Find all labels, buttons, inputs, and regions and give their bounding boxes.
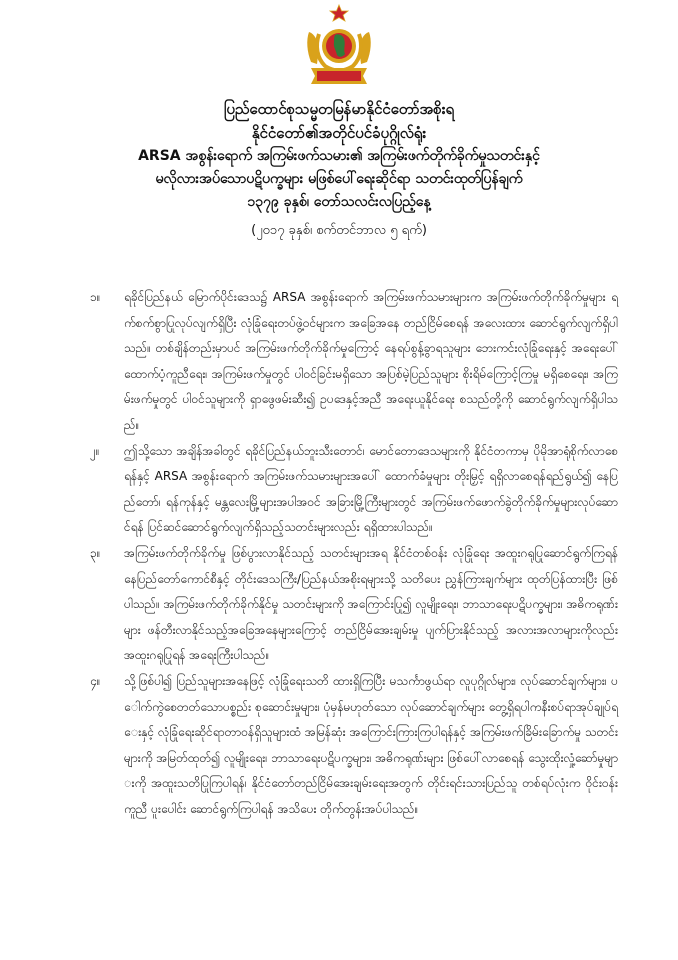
state-seal-emblem (303, 4, 375, 90)
paragraph-number: ၄။ (90, 673, 101, 688)
paragraph-number: ၁။ (90, 290, 101, 304)
paragraph-text: အကြမ်းဖက်တိုက်ခိုက်မှု ဖြစ်ပွားလာနိုင်သည့် သတင်းများအရ နိုင်ငံတစ်ဝန်း လုံခြုံရေး အထူးဂရုပြုဆောင်ရွက်ကြရန် နေပြည်တော်ကောင်စီနှင့် တိုင်းဒေသကြီး/ပြည်နယ်အစိုးရများသို့ သတိပေး ညွှန်ကြားချက်များ ထုတ်ပြန်ထားပြီး ဖြစ်ပါသည်။ အကြမ်းဖက်တိုက်ခိုက်နိုင်မှု သတင်းများကို အကြောင်းပြု၍ လူမျိုးရေး၊ ဘာသာရေးပဋိပက္ခများ၊ အဓိကရုဏ်းများ ဖန်တီးလာနိုင်သည့်အခြေအနေများကြောင့် တည်ငြိမ်အေးချမ်းမှု ပျက်ပြားနိုင်သည့် အလားအလာများကိုလည်း အထူးဂရုပြုရန် အရေးကြီးပါသည်။ (124, 545, 618, 663)
subject-line-1: ARSA အစွန်းရောက် အကြမ်းဖက်သမား၏ အကြမ်းဖက်တိုက်ခိုက်မှုသတင်းနှင့် (138, 148, 540, 164)
statement-body (90, 285, 618, 822)
paragraph-3 (90, 541, 618, 669)
paragraph-number: ၃။ (90, 545, 101, 560)
document-header (0, 97, 678, 242)
state-seal-icon (303, 4, 375, 90)
subject-line-2: မလိုလားအပ်သောပဋိပက္ခများ မဖြစ်ပေါ်ရေးဆိုင်ရာ သတင်းထုတ်ပြန်ချက် (155, 171, 523, 187)
office-title: နိုင်ငံတော်၏အတိုင်ပင်ခံပုဂ္ဂိုလ်ရုံး (251, 124, 427, 142)
government-title: ပြည်ထောင်စုသမ္မတမြန်မာနိုင်ငံတော်အစိုးရ (223, 100, 455, 118)
date-gregorian: (၂၀၁၇ ခုနှစ်၊ စက်တင်ဘာလ ၅ ရက်) (251, 223, 427, 238)
paragraph-1 (90, 285, 618, 439)
paragraph-4 (90, 669, 618, 823)
date-myanmar: ၁၃၇၉ ခုနှစ်၊ တော်သလင်းလပြည့်နေ့ (247, 194, 431, 210)
paragraph-text: သို့ဖြစ်ပါ၍ ပြည်သူများအနေဖြင့် လုံခြုံရေးသတိ ထားရှိကြပြီး မသင်္ကာဖွယ်ရာ လူပုဂ္ဂိုလ်များ၊ လုပ်ဆောင်ချက်များ၊ ပေါက်ကွဲစေတတ်သောပစ္စည်း စုဆောင်းမှုများ၊ ပုံမှန်မဟုတ်သော လုပ်ဆောင်ချက်များ တွေ့ရှိရပါကနီးစပ်ရာအုပ်ချုပ်ရေးနှင့် လုံခြုံရေးဆိုင်ရာတာဝန်ရှိသူများထံ အမြန်ဆုံး အကြောင်းကြားကြပါရန်နှင့် အကြမ်းဖက်ခြိမ်းခြောက်မှု သတင်းများကို အမြတ်ထုတ်၍ လူမျိုးရေး၊ ဘာသာရေးပဋိပက္ခများ၊ အဓိကရုဏ်းများ ဖြစ်ပေါ်လာစေရန် သွေးထိုးလှုံ့ဆော်မှုများကို အထူးသတိပြုကြပါရန်၊ နိုင်ငံတော်တည်ငြိမ်အေးချမ်းရေးအတွက် တိုင်းရင်းသားပြည်သူ တစ်ရပ်လုံးက ဝိုင်းဝန်းကူညီ ပူးပေါင်း ဆောင်ရွက်ကြပါရန် အသိပေး တိုက်တွန်းအပ်ပါသည်။ (124, 673, 618, 816)
paragraph-2 (90, 439, 618, 541)
paragraph-text: ရခိုင်ပြည်နယ် မြောက်ပိုင်းဒေသ၌ ARSA အစွန်းရောက် အကြမ်းဖက်သမားများက အကြမ်းဖက်တိုက်ခိုက်မှုများ ရက်စက်စွာပြုလုပ်လျက်ရှိပြီး လုံခြုံရေးတပ်ဖွဲ့ဝင်များက အခြေအနေ တည်ငြိမ်စေရန် အလေးထား ဆောင်ရွက်လျက်ရှိပါသည်။ တစ်ချိန်တည်းမှာပင် အကြမ်းဖက်တိုက်ခိုက်မှုကြောင့် နေရပ်စွန့်ခွာရသူများ ဘေးကင်းလုံခြုံရေးနှင့် အရေးပေါ်ထောက်ပံ့ကူညီရေး၊ အကြမ်းဖက်မှုတွင် ပါဝင်ခြင်းမရှိသော အပြစ်မဲ့ပြည်သူများ စိုးရိမ်ကြောင့်ကြမှု မရှိစေရေး၊ အကြမ်းဖက်မှုတွင် ပါဝင်သူများကို ရှာဖွေဖမ်းဆီး၍ ဥပဒေနှင့်အညီ အရေးယူနိုင်ရေး စသည်တို့ကို ဆောင်ရွက်လျက်ရှိပါသည်။ (124, 290, 618, 432)
paragraph-text: ဤသို့သော အချိန်အခါတွင် ရခိုင်ပြည်နယ်ဘူးသီးတောင်၊ မောင်တောဒေသများကို နိုင်ငံတကာမှ ပိုမိုအာရုံစိုက်လာစေရန်နှင့် ARSA အစွန်းရောက် အကြမ်းဖက်သမားများအပေါ် ထောက်ခံမှုများ တိုးမြှင့် ရရှိလာစေရန်ရည်ရွယ်၍ နေပြည်တော်၊ ရန်ကုန်နှင့် မန္တလေးမြို့များအပါအဝင် အခြားမြို့ကြီးများတွင် အကြမ်းဖက်ဖောက်ခွဲတိုက်ခိုက်မှုများလုပ်ဆောင်ရန် ပြင်ဆင်ဆောင်ရွက်လျက်ရှိသည့်သတင်းများလည်း ရရှိထားပါသည်။ (124, 443, 618, 535)
paragraph-number: ၂။ (90, 443, 100, 458)
